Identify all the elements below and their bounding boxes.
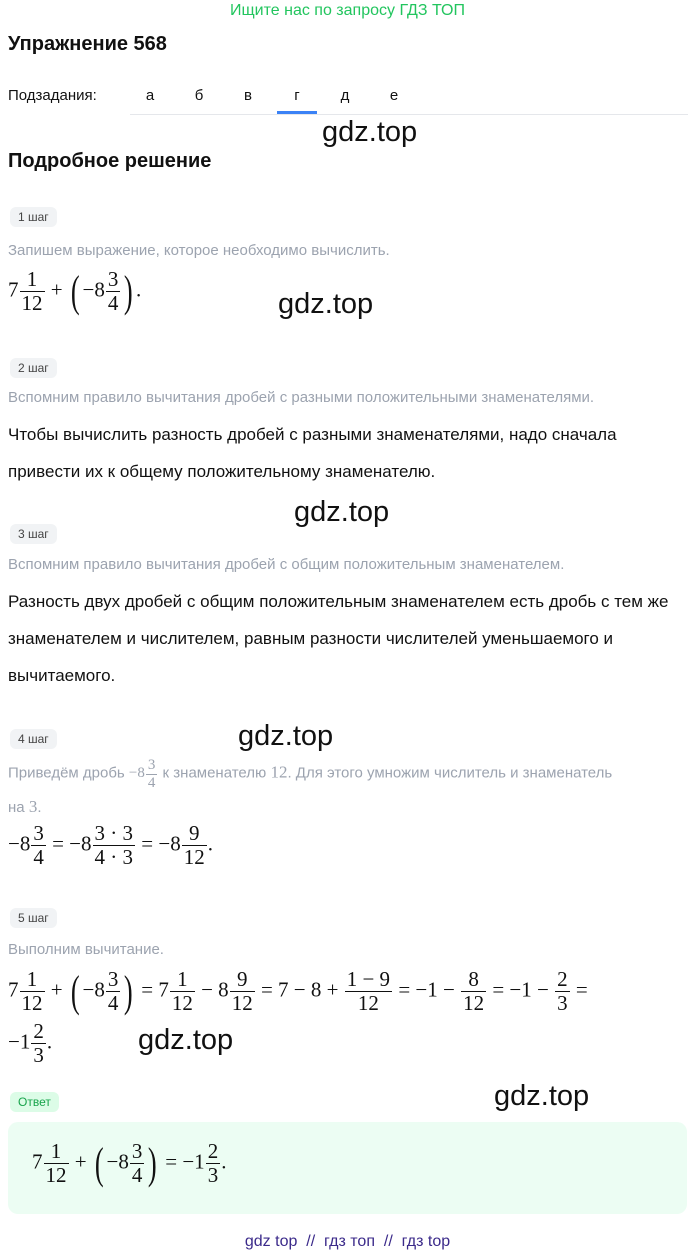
step-badge: 2 шаг (10, 358, 57, 378)
step-text: Разность двух дробей с общим положительным знаменателем есть дробь с тем же знаменателем и числителем, равным разности числителей уменьшаемого и вычитаемого. (8, 592, 669, 685)
subtraction-formula-cont: −1 $\frac{2}{3}$ . (8, 1019, 53, 1068)
section-title: Подробное решение (8, 150, 212, 172)
step-hint-line2: на 3. (8, 797, 42, 816)
watermark: gdz.top (138, 1024, 234, 1056)
promo-banner[interactable]: Ищите нас по запросу ГДЗ ТОП (230, 2, 465, 19)
answer-box (8, 1122, 687, 1214)
tab-g[interactable]: г (277, 80, 317, 114)
step-badge: 4 шаг (10, 729, 57, 749)
tab-a[interactable]: а (145, 87, 155, 104)
step-hint: Вспомним правило вычитания дробей с общим положительным знаменателем. (8, 556, 565, 573)
tab-d[interactable]: д (340, 87, 350, 104)
tab-b[interactable]: б (194, 87, 204, 104)
step-hint: Выполним вычитание. (8, 941, 164, 958)
step-hint: Вспомним правило вычитания дробей с разными положительными знаменателями. (8, 389, 595, 406)
tab-v[interactable]: в (244, 87, 252, 104)
conversion-formula: −8 $\frac{3}{4}$ = −8 $\frac{3 \cdot 3}{4 \cdot 3}$ = −8 $\frac{9}{12}$ . (8, 821, 213, 870)
step-badge: 5 шаг (10, 908, 57, 928)
step-hint: Запишем выражение, которое необходимо вычислить. (8, 242, 390, 259)
page-title: Упражнение 568 (8, 33, 167, 55)
subtasks-label: Подзадания: (8, 87, 97, 104)
watermark: gdz.top (494, 1080, 590, 1112)
subtraction-formula: 7 $\frac{1}{12}$ + ( −8 $\frac{3}{4}$ ) = 7 $\frac{1}{12}$ − 8 $\frac{9}{12}$ = 7 − 8 + $\frac{1 - 9}{12}$ = −1 − $\frac{8}{12}$ = −1 − $\frac{2}{3}$ = (8, 966, 588, 1016)
answer-formula: 7 $\frac{1}{12}$ + ( −8 $\frac{3}{4}$ ) = −1 $\frac{2}{3}$ . (32, 1138, 227, 1188)
watermark: gdz.top (294, 496, 390, 528)
step-badge: 1 шаг (10, 207, 57, 227)
answer-badge: Ответ (10, 1092, 59, 1112)
footer-links[interactable]: gdz top // гдз топ // гдз top (244, 1233, 451, 1250)
expression: 7 $\frac{1}{12}$ + ( −8 $\frac{3}{4}$ ) . (8, 266, 142, 316)
watermark: gdz.top (278, 288, 374, 320)
subtasks-tabs (130, 80, 688, 115)
step-badge: 3 шаг (10, 524, 57, 544)
watermark: gdz.top (322, 116, 418, 148)
step-hint: Приведём дробь −8 $\frac{3}{4}$ к знаменателю 12. Для этого умножим числитель и знаменатель (8, 757, 613, 791)
step-text: Чтобы вычислить разность дробей с разными знаменателями, надо сначала привести их к общему положительному знаменателю. (8, 425, 617, 481)
watermark: gdz.top (238, 720, 334, 752)
tab-e[interactable]: е (389, 87, 399, 104)
